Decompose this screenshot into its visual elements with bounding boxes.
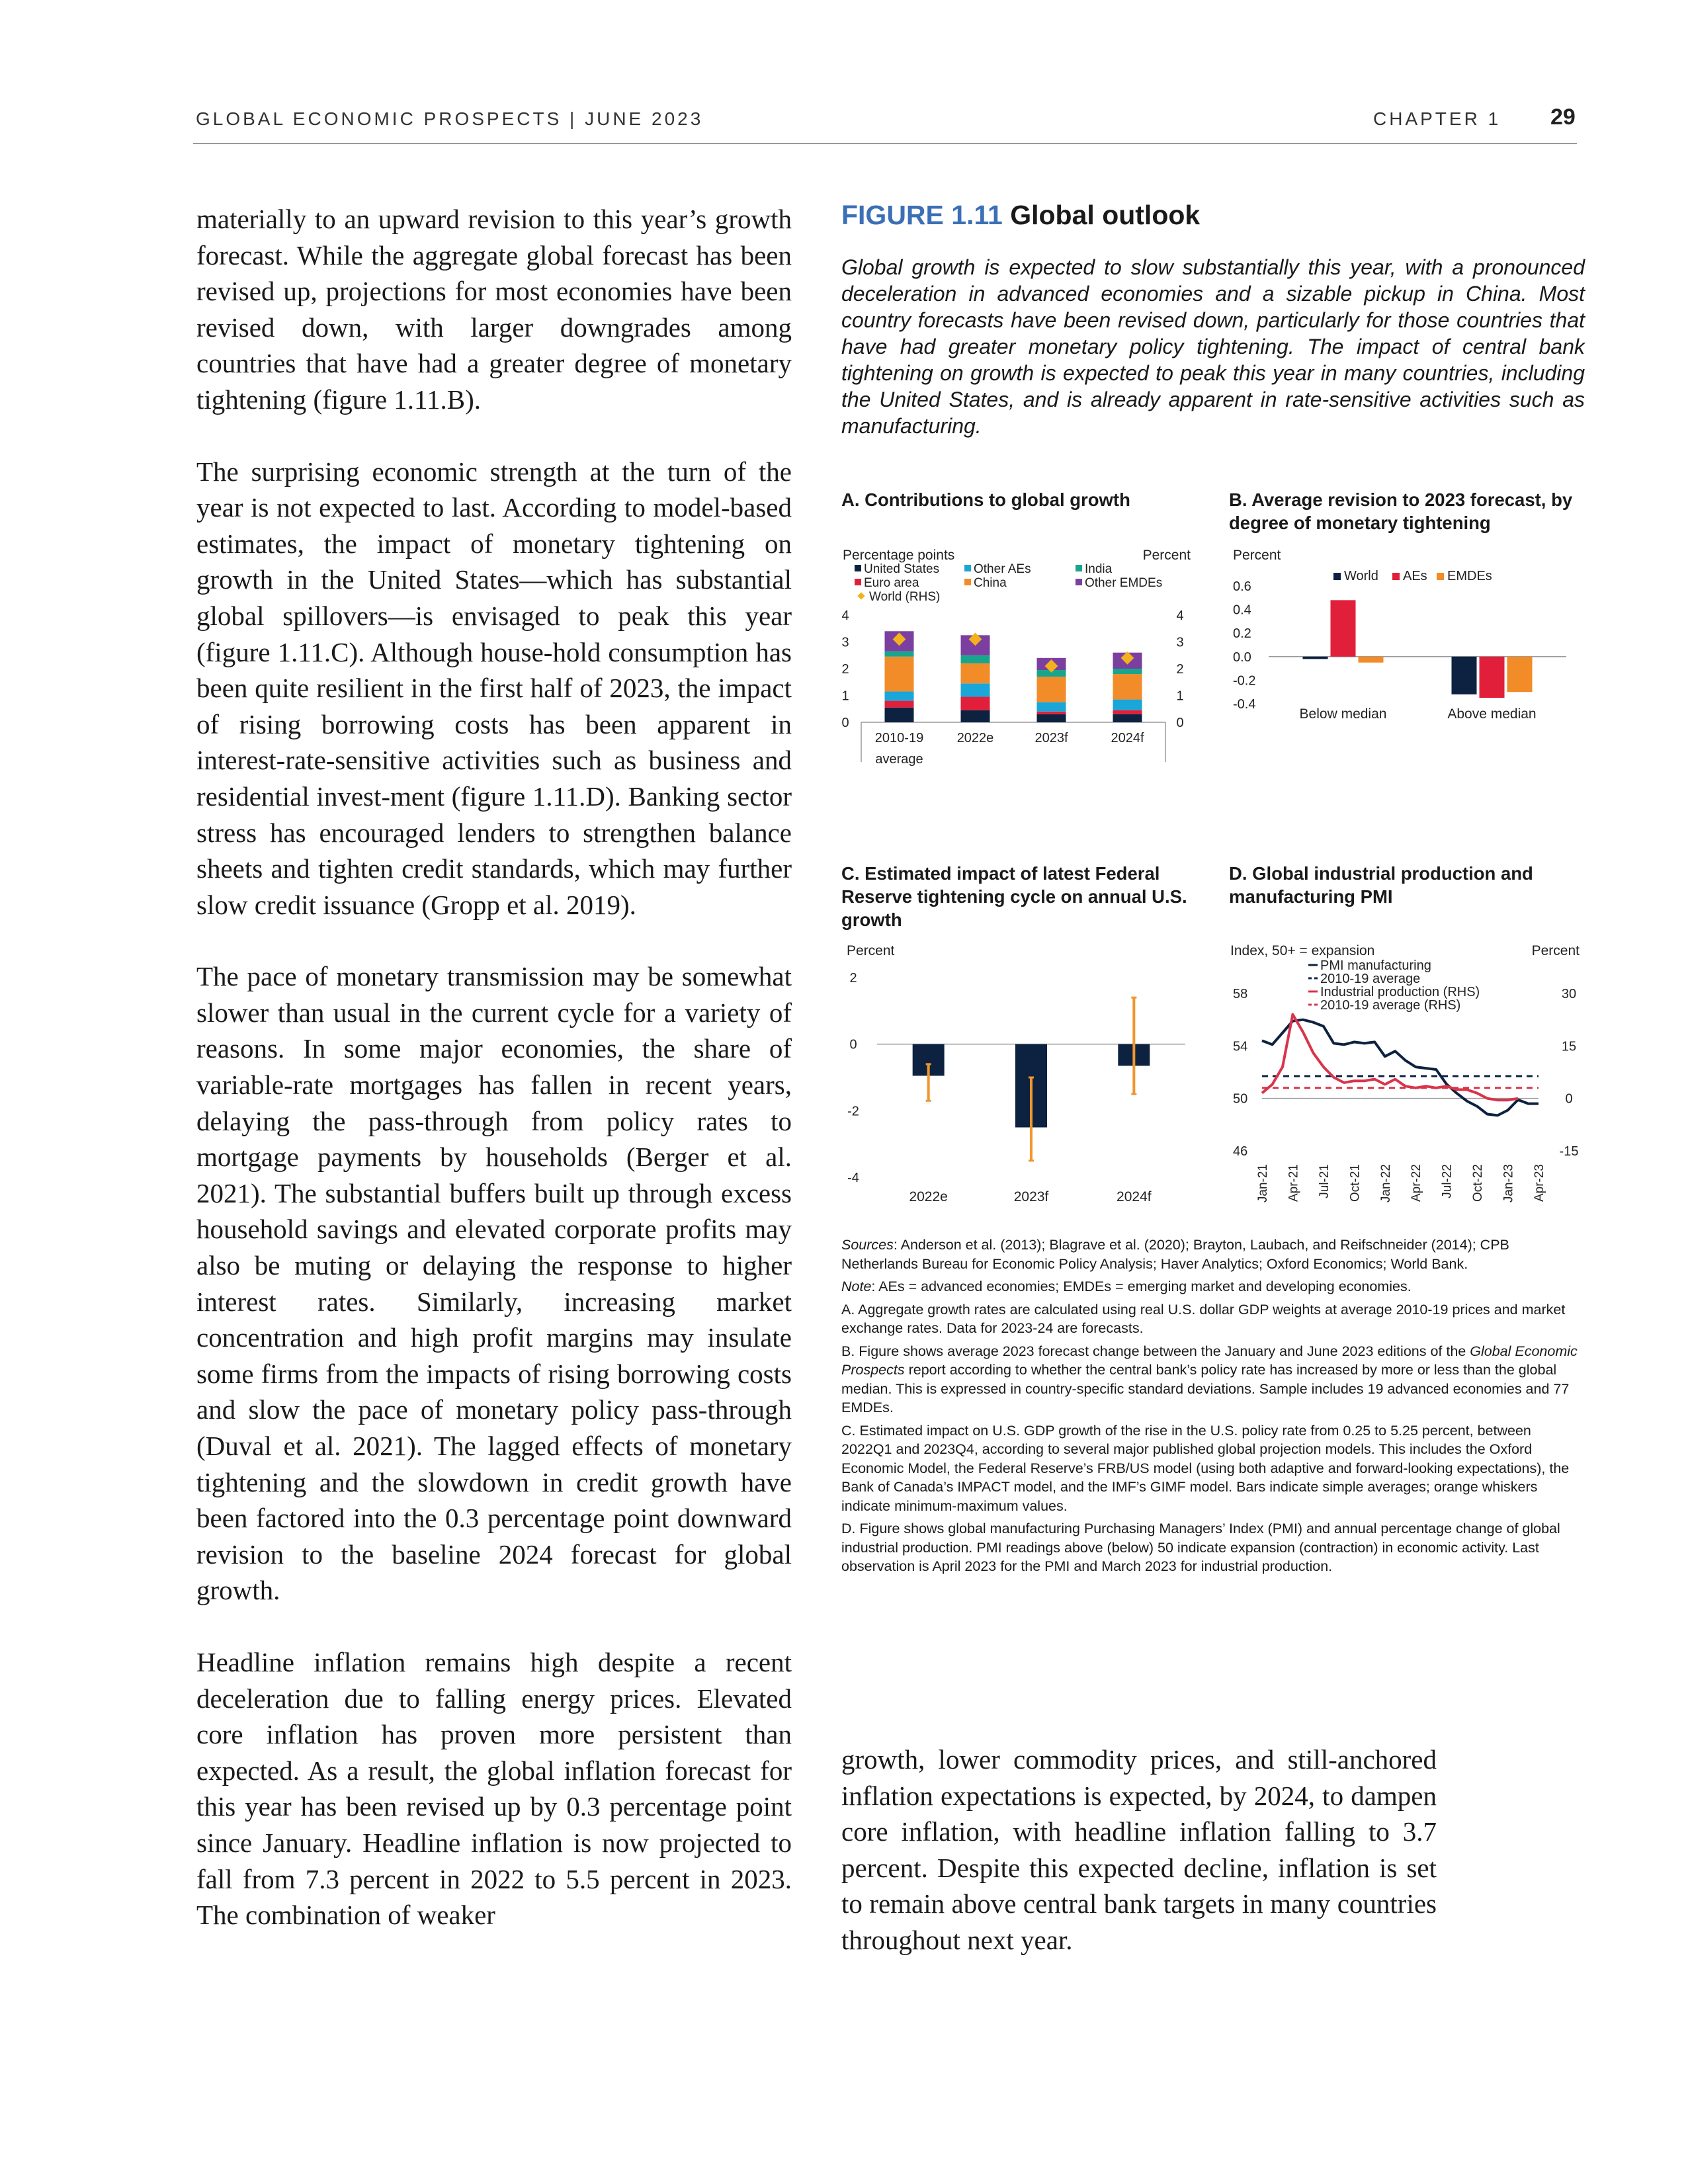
legend-label-aes: AEs	[1403, 569, 1427, 583]
right-tick-label: 4	[1176, 609, 1184, 623]
sources-note: Sources: Anderson et al. (2013); Blagrave et al. (2020); Brayton, Laubach, and Reifschneider (2014); CPB Netherlands Bureau for Economic Policy Analysis; Haver Analytics; Oxford Economics; World Bank.	[841, 1237, 1509, 1272]
y-tick-label: -0.2	[1233, 673, 1256, 689]
legend-swatch-china	[964, 579, 971, 585]
category-label: 2022e	[956, 731, 994, 745]
sources-label: Sources	[841, 1237, 894, 1253]
panel-a-right-axis-title: Percent	[1142, 548, 1191, 563]
bar-segment-united-states	[1037, 714, 1066, 722]
panel-b-chart	[1222, 542, 1593, 820]
bar-aes	[1331, 600, 1356, 656]
paragraph-2: The surprising economic strength at the turn of the year is not expected to last. According to model-based estimates, the impact of monetary tightening on growth in the United States—which has substantial global spillovers—is envisaged to peak this year (figure 1.11.C). Although house-hold consumption has been quite resilient in the first half of 2023, the impact of rising borrowing costs has been apparent in interest-rate-sensitive activities such as business and residential invest-ment (figure 1.11.D). Banking sector stress has encouraged lenders to strengthen balance sheets and tighten credit standards, which may further slow credit issuance (Gropp et al. 2019).	[196, 456, 792, 920]
legend-label-world: World (RHS)	[869, 590, 941, 604]
panel-b-title: B. Average revision to 2023 forecast, by degree of monetary tightening	[1229, 489, 1573, 533]
y-tick-label: 0.2	[1233, 626, 1251, 642]
left-tick-label: 4	[841, 609, 849, 623]
y-tick-label: 0.0	[1233, 650, 1251, 665]
right-tick-label: 3	[1176, 635, 1184, 650]
x-tick-label: Apr-22	[1410, 1164, 1424, 1202]
panel-d-left-axis-title: Index, 50+ = expansion	[1230, 943, 1375, 958]
left-tick-label: 54	[1233, 1039, 1248, 1054]
legend-swatch-world	[1333, 573, 1341, 580]
bar-segment-euro-area	[885, 701, 914, 708]
right-tick-label: 0	[1176, 716, 1184, 730]
bar-world	[1303, 657, 1328, 659]
left-tick-label: 46	[1233, 1144, 1248, 1159]
legend-label-emdes: EMDEs	[1447, 569, 1492, 583]
right-column-paragraph: growth, lower commodity prices, and still-anchored inflation expectations is expected, by 2024, to dampen core inflation, with headline inflation falling to 3.7 percent. Despite this expected decline, inflation is set to remain above central bank targets in many countries throughout next year.	[841, 1744, 1437, 1955]
legend-label-india: India	[1085, 562, 1113, 576]
bar-segment-china	[1037, 677, 1066, 702]
category-label: Below median	[1299, 706, 1387, 722]
bar-segment-other-aes	[961, 683, 990, 696]
right-tick-label: 30	[1561, 987, 1577, 1001]
figure-notes	[841, 1236, 1582, 1580]
bar-emdes	[1507, 657, 1533, 692]
x-tick-label: Oct-22	[1471, 1164, 1486, 1202]
bar-world	[1452, 657, 1477, 694]
legend-label-world: World	[1344, 569, 1378, 583]
category-sublabel: average	[875, 752, 923, 767]
category-label: Above median	[1447, 706, 1537, 722]
x-tick-label: Apr-21	[1287, 1164, 1301, 1202]
bar-segment-other-aes	[1037, 702, 1066, 712]
chapter-label: CHAPTER 1	[1373, 108, 1501, 129]
x-tick-label: Jul-21	[1317, 1164, 1331, 1198]
legend-swatch-euro-area	[855, 579, 861, 585]
category-label: 2023f	[1013, 1189, 1049, 1204]
figure-lead: Global growth is expected to slow substantially this year, with a pronounced deceleration in advanced economies and a sizable pickup in China. Most country forecasts have been revised down, particularly for those countries that have had greater monetary policy tightening. The impact of central bank tightening on growth is expected to peak this year in many countries, including the United States, and is already apparent in rate-sensitive activities such as manufacturing.	[841, 255, 1585, 438]
left-column	[196, 201, 792, 1933]
legend-label-united-states: United States	[864, 562, 940, 576]
panel-b-axis-title: Percent	[1233, 548, 1281, 563]
note-d: D. Figure shows global manufacturing Purchasing Managers’ Index (PMI) and annual percentage change of global industrial production. PMI readings above (below) 50 indicate expansion (contraction) in economic activity. Last observation is April 2023 for the PMI and March 2023 for industrial production.	[841, 1521, 1560, 1574]
figure-number: FIGURE 1.11	[841, 200, 1003, 230]
y-tick-label: -2	[847, 1104, 859, 1119]
panel-d-title: D. Global industrial production and manufacturing PMI	[1229, 863, 1533, 907]
legend-swatch-other-emdes	[1076, 579, 1082, 585]
category-label: 2024f	[1111, 731, 1144, 745]
y-tick-label: -4	[847, 1171, 859, 1185]
legend-marker-world	[857, 592, 865, 599]
paragraph-1: materially to an upward revision to this year’s growth forecast. While the aggregate global forecast has been revised up, projections for most economies have been revised down, with larger downgrades among countries that have had a greater degree of monetary tightening (figure 1.11.B).	[196, 204, 792, 415]
category-label: 2010-19	[874, 731, 924, 745]
x-tick-label: Jan-22	[1378, 1164, 1393, 1203]
panel-d-right-axis-title: Percent	[1531, 943, 1580, 958]
page-number: 29	[1550, 105, 1576, 130]
category-label: 2022e	[909, 1189, 948, 1204]
panel-c-axis-title: Percent	[847, 943, 895, 958]
legend-swatch-aes	[1392, 573, 1400, 580]
y-tick-label: 0.4	[1233, 603, 1251, 618]
note-line: Note: AEs = advanced economies; EMDEs = emerging market and developing economies.	[841, 1279, 1412, 1294]
figure-title	[841, 200, 1200, 231]
right-tick-label: 15	[1561, 1039, 1577, 1054]
paragraph-4: Headline inflation remains high despite a recent deceleration due to falling energy prices. Elevated core inflation has proven more persistent than expected. As a result, the global inflation forecast for this year has been revised up by 0.3 percentage point since January. Headline inflation is now projected to fall from 7.3 percent in 2022 to 5.5 percent in 2023. The combination of weaker	[196, 1646, 792, 1931]
panel-a-chart	[835, 542, 1205, 820]
panel-d-chart	[1222, 938, 1593, 1216]
panel-c-title: C. Estimated impact of latest Federal Reserve tightening cycle on annual U.S. growth	[841, 863, 1187, 930]
bar-segment-euro-area	[1113, 710, 1142, 714]
legend-label-industrial-production-rhs: Industrial production (RHS)	[1320, 985, 1480, 999]
bar-segment-china	[885, 657, 914, 692]
right-tick-label: 1	[1176, 689, 1184, 704]
x-tick-label: Jan-21	[1256, 1164, 1270, 1203]
paragraph-3: The pace of monetary transmission may be somewhat slower than usual in the current cycle for a variety of reasons. In some major economies, the share of variable-rate mortgages has fallen in recent years, delaying the pass-through from policy rates to mortgage payments by households (Berger et al. 2021). The substantial buffers built up through excess household savings and elevated corporate profits may also be muting or delaying the response to higher interest rates. Similarly, increasing market concentration and high profit margins may insulate some firms from the impacts of rising borrowing costs and slow the pace of monetary policy pass-through (Duval et al. 2021). The lagged effects of monetary tightening and the slowdown in credit growth have been factored into the 0.3 percentage point downward revision to the baseline 2024 forecast for global growth.	[196, 961, 792, 1606]
left-tick-label: 58	[1233, 987, 1248, 1001]
panel-a-title: A. Contributions to global growth	[841, 489, 1130, 510]
bar-segment-india	[885, 651, 914, 657]
y-tick-label: -0.4	[1233, 697, 1256, 712]
bar-aes	[1480, 657, 1505, 698]
left-tick-label: 2	[841, 662, 849, 677]
legend-swatch-emdes	[1437, 573, 1444, 580]
y-tick-label: 0.6	[1233, 579, 1251, 594]
x-tick-label: Jan-23	[1501, 1164, 1516, 1203]
bar-segment-other-aes	[885, 691, 914, 700]
x-tick-label: Apr-23	[1533, 1164, 1546, 1202]
right-tick-label: 0	[1565, 1091, 1573, 1107]
note-label: Note	[841, 1279, 872, 1294]
category-label: 2023f	[1034, 731, 1068, 745]
panel-a-left-axis-title: Percentage points	[843, 548, 955, 563]
right-tick-label: -15	[1559, 1144, 1579, 1159]
bar-segment-united-states	[961, 710, 990, 722]
note-b: B. Figure shows average 2023 forecast change between the January and June 2023 editions of the Global Economic Prospects report according to whether the central bank’s policy rate has increased by more or less than the global median. This is expressed in country-specific standard deviations. Sample includes 19 advanced economies and 77 EMDEs.	[841, 1343, 1578, 1415]
bar-segment-united-states	[1113, 714, 1142, 722]
figure-title-text: Global outlook	[1010, 200, 1201, 230]
left-tick-label: 1	[841, 689, 849, 704]
legend-label-2010-19-average-rhs: 2010-19 average (RHS)	[1320, 998, 1461, 1013]
category-label: 2024f	[1117, 1189, 1152, 1204]
bar-segment-other-aes	[1113, 700, 1142, 710]
legend-label-pmi-manufacturing: PMI manufacturing	[1320, 958, 1431, 973]
x-tick-label: Oct-21	[1348, 1164, 1363, 1202]
bar-segment-china	[1113, 674, 1142, 699]
bar-segment-india	[961, 655, 990, 663]
legend-swatch-other-aes	[964, 565, 971, 571]
note-c: C. Estimated impact on U.S. GDP growth of the rise in the U.S. policy rate from 0.25 to 5.25 percent, between 2022Q1 and 2023Q4, according to several major published global projection models. This includes the Oxford Economic Model, the Federal Reserve’s FRB/US model (using both adaptive and forward-looking expectations), the Bank of Canada’s IMPACT model, and the IMF’s GIMF model. Bars indicate simple averages; orange whiskers indicate minimum-maximum values.	[841, 1422, 1570, 1514]
y-tick-label: 2	[849, 971, 857, 986]
panel-c-chart	[835, 938, 1205, 1216]
note-a: A. Aggregate growth rates are calculated using real U.S. dollar GDP weights at average 2010-19 prices and market exchange rates. Data for 2023-24 are forecasts.	[841, 1301, 1566, 1336]
bar-segment-euro-area	[961, 697, 990, 710]
legend-label-other-aes: Other AEs	[974, 562, 1031, 576]
legend-label-2010-19-average: 2010-19 average	[1320, 972, 1421, 986]
left-tick-label: 0	[841, 716, 849, 730]
legend-label-china: China	[974, 576, 1007, 590]
left-tick-label: 3	[841, 635, 849, 650]
legend-swatch-india	[1076, 565, 1082, 571]
legend-label-euro-area: Euro area	[864, 576, 919, 590]
bar-segment-euro-area	[1037, 712, 1066, 714]
header-rule	[193, 143, 1577, 144]
bar-segment-china	[961, 663, 990, 683]
y-tick-label: 0	[849, 1037, 857, 1052]
right-tick-label: 2	[1176, 662, 1184, 677]
bar-segment-united-states	[885, 708, 914, 722]
legend-label-other-emdes: Other EMDEs	[1085, 576, 1163, 590]
bar-emdes	[1359, 657, 1384, 663]
left-tick-label: 50	[1233, 1091, 1248, 1107]
legend-swatch-united-states	[855, 565, 861, 571]
running-header: GLOBAL ECONOMIC PROSPECTS | JUNE 2023	[196, 108, 704, 129]
bar-segment-india	[1113, 669, 1142, 674]
x-tick-label: Jul-22	[1440, 1164, 1455, 1198]
